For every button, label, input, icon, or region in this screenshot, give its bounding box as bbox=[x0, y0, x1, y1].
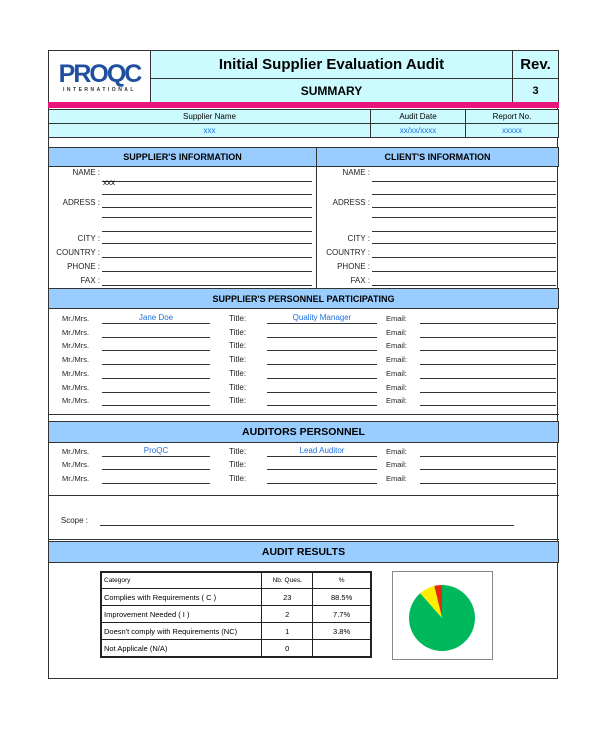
table-row bbox=[101, 606, 371, 623]
email-label: Email: bbox=[386, 383, 407, 392]
name-input[interactable] bbox=[102, 392, 210, 393]
title-label: Title: bbox=[229, 314, 247, 323]
supplier-name-value[interactable]: xxx bbox=[48, 123, 371, 138]
email-input[interactable] bbox=[420, 392, 556, 393]
title-input[interactable] bbox=[267, 405, 377, 406]
client-phone-input[interactable] bbox=[372, 271, 556, 272]
client-name-input[interactable] bbox=[372, 194, 556, 195]
title-input[interactable] bbox=[267, 337, 377, 338]
email-label: Email: bbox=[386, 328, 407, 337]
mr-mrs-label: Mr./Mrs. bbox=[62, 383, 90, 392]
title-value: Quality Manager bbox=[292, 313, 352, 322]
title-input[interactable] bbox=[267, 323, 377, 324]
email-input[interactable] bbox=[420, 469, 556, 470]
name-input[interactable] bbox=[102, 405, 210, 406]
email-label: Email: bbox=[386, 369, 407, 378]
table-cell: 3.8% bbox=[313, 623, 371, 640]
supplier-fax-label: FAX : bbox=[80, 276, 100, 285]
logo-subtext: INTERNATIONAL bbox=[63, 86, 136, 93]
name-input[interactable] bbox=[102, 378, 210, 379]
email-input[interactable] bbox=[420, 405, 556, 406]
table-cell: 0 bbox=[262, 640, 313, 658]
pie-slice-complies bbox=[409, 585, 475, 651]
table-cell: 23 bbox=[262, 589, 313, 606]
name-value: Jane Doe bbox=[138, 313, 174, 322]
title-label: Title: bbox=[229, 341, 247, 350]
email-input[interactable] bbox=[420, 323, 556, 324]
mr-mrs-label: Mr./Mrs. bbox=[62, 328, 90, 337]
table-header-cell: Category bbox=[101, 572, 262, 589]
client-address-input[interactable] bbox=[372, 231, 556, 232]
client-address-input[interactable] bbox=[372, 207, 556, 208]
title-value: Lead Auditor bbox=[299, 446, 345, 455]
audit-results-header: AUDIT RESULTS bbox=[48, 541, 559, 563]
title-input[interactable] bbox=[267, 378, 377, 379]
mr-mrs-label: Mr./Mrs. bbox=[62, 355, 90, 364]
email-label: Email: bbox=[386, 314, 407, 323]
mr-mrs-label: Mr./Mrs. bbox=[62, 447, 90, 456]
supplier-country-input[interactable] bbox=[102, 257, 312, 258]
logo-text: PROQC bbox=[58, 59, 141, 88]
client-address-input[interactable] bbox=[372, 217, 556, 218]
email-input[interactable] bbox=[420, 483, 556, 484]
rev-label: Rev. bbox=[512, 50, 559, 79]
table-cell: 88.5% bbox=[313, 589, 371, 606]
supplier-phone-label: PHONE : bbox=[67, 262, 100, 271]
title-label: Title: bbox=[229, 355, 247, 364]
client-city-label: CITY : bbox=[347, 234, 370, 243]
client-phone-label: PHONE : bbox=[337, 262, 370, 271]
title-input[interactable] bbox=[267, 350, 377, 351]
supplier-address-input[interactable] bbox=[102, 217, 312, 218]
audit-date-value[interactable]: xx/xx/xxxx bbox=[370, 123, 466, 138]
report-no-value[interactable]: xxxxx bbox=[465, 123, 559, 138]
name-input[interactable] bbox=[102, 456, 210, 457]
supplier-address-input[interactable] bbox=[102, 207, 312, 208]
title-input[interactable] bbox=[267, 392, 377, 393]
supplier-city-input[interactable] bbox=[102, 243, 312, 244]
table-row bbox=[101, 623, 371, 640]
scope-input[interactable] bbox=[100, 525, 514, 526]
table-cell: 2 bbox=[262, 606, 313, 623]
title-label: Title: bbox=[229, 447, 247, 456]
name-input[interactable] bbox=[102, 483, 210, 484]
client-fax-input[interactable] bbox=[372, 285, 556, 286]
email-label: Email: bbox=[386, 447, 407, 456]
supplier-name-label: NAME : bbox=[72, 168, 100, 177]
title-input[interactable] bbox=[267, 483, 377, 484]
mr-mrs-label: Mr./Mrs. bbox=[62, 341, 90, 350]
results-table bbox=[100, 571, 372, 658]
divider bbox=[48, 414, 559, 415]
email-input[interactable] bbox=[420, 456, 556, 457]
mr-mrs-label: Mr./Mrs. bbox=[62, 474, 90, 483]
title-label: Title: bbox=[229, 474, 247, 483]
audit-date-label: Audit Date bbox=[370, 109, 466, 124]
mr-mrs-label: Mr./Mrs. bbox=[62, 369, 90, 378]
supplier-name-input[interactable] bbox=[102, 181, 312, 182]
table-header-row bbox=[101, 572, 371, 589]
supplier-address-input[interactable] bbox=[102, 231, 312, 232]
table-cell bbox=[313, 640, 371, 658]
client-country-label: COUNTRY : bbox=[326, 248, 370, 257]
title-input[interactable] bbox=[267, 364, 377, 365]
pie-chart bbox=[393, 572, 492, 659]
client-city-input[interactable] bbox=[372, 243, 556, 244]
pie-chart-box bbox=[392, 571, 493, 660]
title-input[interactable] bbox=[267, 469, 377, 470]
pink-divider bbox=[48, 102, 559, 108]
supplier-fax-input[interactable] bbox=[102, 285, 312, 286]
client-fax-label: FAX : bbox=[350, 276, 370, 285]
table-row bbox=[101, 640, 371, 658]
email-input[interactable] bbox=[420, 378, 556, 379]
client-name-input[interactable] bbox=[372, 181, 556, 182]
name-input[interactable] bbox=[102, 364, 210, 365]
form-title: Initial Supplier Evaluation Audit bbox=[150, 50, 513, 79]
client-name-label: NAME : bbox=[342, 168, 370, 177]
table-cell: 1 bbox=[262, 623, 313, 640]
mr-mrs-label: Mr./Mrs. bbox=[62, 396, 90, 405]
clients-info-header: CLIENT'S INFORMATION bbox=[316, 147, 559, 167]
name-input[interactable] bbox=[102, 350, 210, 351]
client-country-input[interactable] bbox=[372, 257, 556, 258]
table-cell: Complies with Requirements ( C ) bbox=[101, 589, 262, 606]
title-input[interactable] bbox=[267, 456, 377, 457]
table-header-cell: Nb. Ques. bbox=[262, 572, 313, 589]
name-input[interactable] bbox=[102, 469, 210, 470]
table-cell: Improvement Needed ( I ) bbox=[101, 606, 262, 623]
name-value: ProQC bbox=[143, 446, 169, 455]
table-cell: Doesn't comply with Requirements (NC) bbox=[101, 623, 262, 640]
form-subtitle: SUMMARY bbox=[150, 78, 513, 103]
supplier-name-input[interactable] bbox=[102, 194, 312, 195]
report-no-label: Report No. bbox=[465, 109, 559, 124]
suppliers-info-header: SUPPLIER'S INFORMATION bbox=[48, 147, 317, 167]
table-row bbox=[101, 589, 371, 606]
scope-label: Scope : bbox=[60, 516, 88, 525]
rev-value: 3 bbox=[512, 78, 559, 103]
personnel-header: SUPPLIER'S PERSONNEL PARTICIPATING bbox=[48, 288, 559, 309]
email-label: Email: bbox=[386, 396, 407, 405]
supplier-city-label: CITY : bbox=[77, 234, 100, 243]
mr-mrs-label: Mr./Mrs. bbox=[62, 460, 90, 469]
title-label: Title: bbox=[229, 460, 247, 469]
title-label: Title: bbox=[229, 383, 247, 392]
mr-mrs-label: Mr./Mrs. bbox=[62, 314, 90, 323]
supplier-name-field-value: xxx bbox=[103, 178, 115, 187]
client-address-label: ADRESS : bbox=[332, 198, 370, 207]
name-input[interactable] bbox=[102, 323, 210, 324]
name-input[interactable] bbox=[102, 337, 210, 338]
table-header-cell: % bbox=[313, 572, 371, 589]
email-label: Email: bbox=[386, 341, 407, 350]
divider bbox=[48, 539, 559, 540]
email-input[interactable] bbox=[420, 364, 556, 365]
supplier-name-label: Supplier Name bbox=[48, 109, 371, 124]
email-input[interactable] bbox=[420, 337, 556, 338]
email-label: Email: bbox=[386, 474, 407, 483]
table-cell: 7.7% bbox=[313, 606, 371, 623]
title-label: Title: bbox=[229, 369, 247, 378]
email-label: Email: bbox=[386, 460, 407, 469]
supplier-country-label: COUNTRY : bbox=[56, 248, 100, 257]
title-label: Title: bbox=[229, 328, 247, 337]
supplier-phone-input[interactable] bbox=[102, 271, 312, 272]
supplier-address-label: ADRESS : bbox=[62, 198, 100, 207]
auditors-header: AUDITORS PERSONNEL bbox=[48, 421, 559, 443]
divider bbox=[48, 495, 559, 496]
title-label: Title: bbox=[229, 396, 247, 405]
logo bbox=[48, 50, 151, 103]
email-input[interactable] bbox=[420, 350, 556, 351]
email-label: Email: bbox=[386, 355, 407, 364]
table-cell: Not Applicale (N/A) bbox=[101, 640, 262, 658]
